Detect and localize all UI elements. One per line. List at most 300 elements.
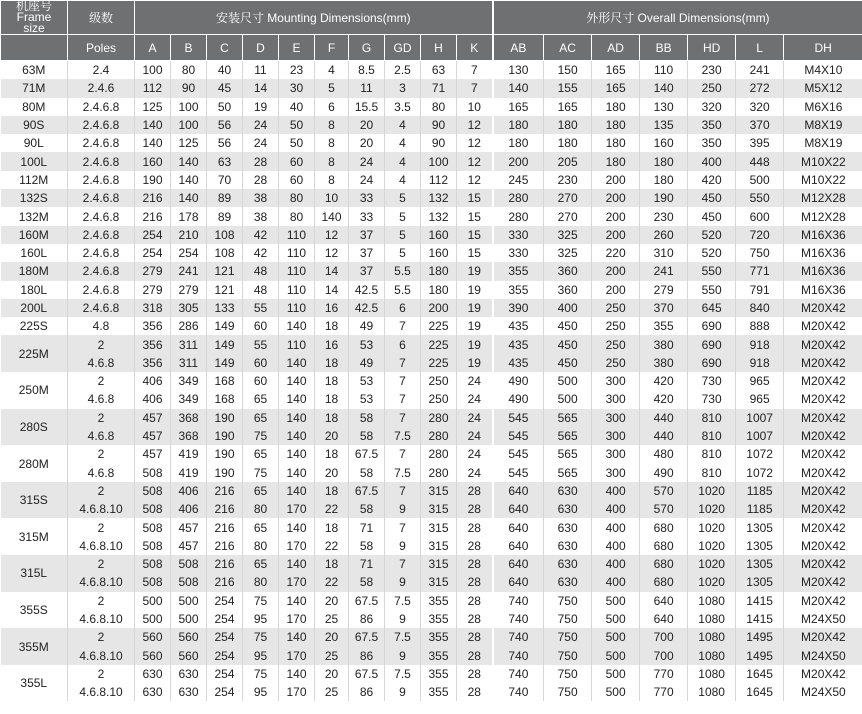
dimension-cell: 108: [207, 226, 243, 244]
dimension-cell: 216: [207, 518, 243, 536]
dimension-cell: 250: [421, 390, 457, 408]
dimension-cell: 58: [349, 537, 385, 555]
dimension-cell: 18: [315, 518, 349, 536]
dimension-cell: 918: [736, 354, 784, 372]
dimension-cell: 7: [385, 482, 421, 500]
dimension-cell: M8X19: [784, 134, 862, 152]
dimension-cell: 149: [207, 335, 243, 353]
dimension-cell: 315: [421, 573, 457, 591]
frame-size-cell: 80M: [1, 98, 68, 116]
dimension-cell: 279: [135, 262, 171, 280]
dimension-cell: 771: [736, 262, 784, 280]
dimension-cell: 190: [207, 409, 243, 427]
frame-size-cell: 280S: [1, 409, 68, 446]
dimension-cell: 165: [592, 61, 640, 80]
dimension-cell: M20X42: [784, 628, 862, 646]
dimension-cell: 25: [315, 683, 349, 701]
dimension-cell: 4: [385, 152, 421, 170]
dimension-cell: 180: [592, 134, 640, 152]
dimension-cell: 406: [135, 372, 171, 390]
dimension-cell: 140: [279, 409, 315, 427]
dimension-cell: 216: [207, 573, 243, 591]
table-row: [1, 281, 862, 299]
dimension-cell: 60: [243, 372, 279, 390]
dimension-cell: 508: [135, 482, 171, 500]
dimension-cell: 356: [135, 335, 171, 353]
dimension-cell: 63: [207, 152, 243, 170]
dimension-cell: 28: [457, 573, 493, 591]
dimension-cell: 254: [207, 647, 243, 665]
dimension-cell: 7: [385, 445, 421, 463]
dimension-cell: 279: [171, 281, 207, 299]
dimension-cell: 500: [592, 592, 640, 610]
dimension-cell: 8: [315, 134, 349, 152]
dimension-cell: 355: [421, 610, 457, 628]
dimension-cell: 2.5: [385, 61, 421, 80]
dimension-cell: 95: [243, 647, 279, 665]
dimension-cell: 67.5: [349, 445, 385, 463]
table-row: [1, 573, 862, 591]
dimension-cell: 37: [349, 262, 385, 280]
dimension-cell: 520: [688, 244, 736, 262]
table-row: [1, 555, 862, 573]
dimension-cell: 10: [315, 189, 349, 207]
column-header-l: L: [736, 35, 784, 61]
poles-cell: 2.4.6.8: [68, 189, 135, 207]
dimension-cell: 160: [135, 152, 171, 170]
dimension-cell: 490: [493, 390, 544, 408]
dimension-cell: 7.5: [385, 665, 421, 683]
dimension-cell: 24: [243, 116, 279, 134]
dimension-cell: 270: [544, 189, 592, 207]
dimension-cell: 280: [421, 427, 457, 445]
dimension-cell: 7.5: [385, 464, 421, 482]
dimension-cell: 140: [171, 171, 207, 189]
poles-cell: 2: [68, 445, 135, 463]
dimension-cell: 180: [592, 98, 640, 116]
dimension-cell: 140: [279, 390, 315, 408]
dimension-cell: 19: [457, 299, 493, 317]
dimension-cell: 140: [135, 134, 171, 152]
dimension-cell: 965: [736, 390, 784, 408]
dimension-cell: 840: [736, 299, 784, 317]
dimension-cell: 135: [640, 116, 688, 134]
poles-cell: 2.4.6.8: [68, 152, 135, 170]
poles-cell: 2: [68, 628, 135, 646]
dimension-cell: 7: [385, 409, 421, 427]
dimension-cell: 395: [736, 134, 784, 152]
dimension-cell: 18: [315, 555, 349, 573]
table-row: [1, 299, 862, 317]
dimension-cell: 680: [640, 537, 688, 555]
poles-cell: 4.6.8.10: [68, 500, 135, 518]
dimension-cell: 420: [640, 372, 688, 390]
dimension-cell: 500: [592, 610, 640, 628]
dimension-cell: 690: [688, 354, 736, 372]
dimension-cell: 750: [544, 683, 592, 701]
dimension-cell: 80: [243, 537, 279, 555]
dimension-cell: 200: [592, 281, 640, 299]
dimension-cell: 9: [385, 683, 421, 701]
dimension-cell: 216: [207, 482, 243, 500]
table-row: [1, 683, 862, 701]
dimension-cell: 280: [493, 189, 544, 207]
dimension-cell: 28: [457, 518, 493, 536]
table-row: [1, 207, 862, 225]
dimension-cell: 100: [171, 98, 207, 116]
poles-cell: 4.8: [68, 317, 135, 335]
dimension-cell: M10X22: [784, 171, 862, 189]
dimension-cell: 690: [688, 317, 736, 335]
dimension-cell: 65: [243, 482, 279, 500]
dimension-cell: M20X42: [784, 299, 862, 317]
dimension-cell: 630: [135, 683, 171, 701]
dimension-cell: 545: [493, 464, 544, 482]
dimension-cell: 28: [457, 628, 493, 646]
poles-cell: 2: [68, 518, 135, 536]
dimension-cell: 420: [688, 171, 736, 189]
dimension-cell: 810: [688, 427, 736, 445]
dimension-cell: 75: [243, 665, 279, 683]
frame-size-cell: 355L: [1, 665, 68, 702]
dimension-cell: 545: [493, 445, 544, 463]
poles-header-cn: 级数: [68, 1, 135, 35]
dimension-cell: M24X50: [784, 683, 862, 701]
dimension-cell: 250: [421, 372, 457, 390]
dimension-cell: 300: [592, 445, 640, 463]
dimension-cell: 48: [243, 281, 279, 299]
frame-size-cell: 225M: [1, 335, 68, 372]
dimension-cell: 1020: [688, 500, 736, 518]
dimension-cell: M20X42: [784, 390, 862, 408]
dimension-cell: 58: [349, 464, 385, 482]
dimension-cell: 140: [640, 79, 688, 97]
dimension-cell: 56: [207, 134, 243, 152]
dimension-cell: 15: [457, 226, 493, 244]
dimension-cell: 406: [135, 390, 171, 408]
dimension-cell: 680: [640, 555, 688, 573]
dimension-cell: 53: [349, 372, 385, 390]
dimension-cell: 355: [421, 592, 457, 610]
dimension-cell: 400: [592, 555, 640, 573]
column-header-a: A: [135, 35, 171, 61]
dimension-cell: 1185: [736, 482, 784, 500]
frame-size-cell: 200L: [1, 299, 68, 317]
dimension-cell: M16X36: [784, 281, 862, 299]
dimension-cell: 245: [493, 171, 544, 189]
column-header-k: K: [457, 35, 493, 61]
dimension-cell: 810: [688, 464, 736, 482]
dimension-cell: 500: [592, 628, 640, 646]
poles-cell: 2.4.6.8: [68, 299, 135, 317]
dimension-cell: 1072: [736, 445, 784, 463]
dimension-cell: 130: [640, 98, 688, 116]
dimension-cell: 24: [457, 409, 493, 427]
dimension-cell: 9: [385, 500, 421, 518]
table-row: [1, 354, 862, 372]
column-header-ad: AD: [592, 35, 640, 61]
dimension-cell: 241: [640, 262, 688, 280]
dimension-cell: 7: [385, 518, 421, 536]
poles-cell: 2.4.6.8: [68, 244, 135, 262]
dimension-cell: 230: [688, 61, 736, 80]
dimension-cell: 190: [207, 427, 243, 445]
dimension-cell: 216: [135, 207, 171, 225]
dimension-cell: M16X36: [784, 262, 862, 280]
dimension-cell: M8X19: [784, 116, 862, 134]
dimension-cell: 370: [736, 116, 784, 134]
dimension-cell: 180: [421, 281, 457, 299]
table-row: [1, 171, 862, 189]
dimension-cell: 20: [315, 665, 349, 683]
dimension-cell: 750: [736, 244, 784, 262]
dimension-cell: 80: [279, 189, 315, 207]
dimension-cell: 730: [688, 390, 736, 408]
dimension-cell: 89: [207, 189, 243, 207]
dimension-cell: 406: [171, 500, 207, 518]
dimension-cell: 630: [171, 683, 207, 701]
dimension-cell: 550: [736, 189, 784, 207]
dimension-cell: 200: [592, 189, 640, 207]
dimension-cell: 1020: [688, 482, 736, 500]
dimension-cell: 110: [640, 61, 688, 80]
dimension-cell: 380: [640, 354, 688, 372]
dimension-cell: 1645: [736, 665, 784, 683]
dimension-cell: 75: [243, 464, 279, 482]
dimension-cell: 630: [544, 573, 592, 591]
dimension-cell: 640: [493, 518, 544, 536]
frame-size-header-en: Frame size: [16, 10, 52, 35]
dimension-cell: 565: [544, 409, 592, 427]
frame-size-cell: 315L: [1, 555, 68, 592]
dimension-cell: 508: [171, 555, 207, 573]
dimension-cell: 1020: [688, 555, 736, 573]
poles-cell: 4.6.8: [68, 390, 135, 408]
dimension-cell: 349: [171, 390, 207, 408]
dimension-cell: 1080: [688, 610, 736, 628]
dimension-cell: 30: [279, 79, 315, 97]
dimension-cell: 630: [544, 518, 592, 536]
dimension-cell: 5: [315, 79, 349, 97]
frame-size-cell: 315S: [1, 482, 68, 519]
dimension-cell: 180: [544, 116, 592, 134]
dimension-cell: 350: [688, 116, 736, 134]
dimension-cell: 170: [279, 683, 315, 701]
dimension-cell: 750: [544, 628, 592, 646]
dimension-cell: 435: [493, 335, 544, 353]
dimension-cell: 810: [688, 445, 736, 463]
dimension-cell: 1072: [736, 464, 784, 482]
poles-cell: 4.6.8.10: [68, 683, 135, 701]
dimension-cell: 225: [421, 354, 457, 372]
column-header-hd: HD: [688, 35, 736, 61]
frame-size-cell: 100L: [1, 152, 68, 170]
dimension-cell: 48: [243, 262, 279, 280]
dimension-cell: 19: [457, 317, 493, 335]
dimension-cell: 254: [207, 592, 243, 610]
dimension-cell: 355: [421, 628, 457, 646]
column-header-b: B: [171, 35, 207, 61]
dimension-cell: 140: [279, 592, 315, 610]
dimension-cell: M16X36: [784, 226, 862, 244]
dimension-cell: 560: [171, 628, 207, 646]
dimension-cell: 770: [640, 665, 688, 683]
dimension-cell: 63: [421, 61, 457, 80]
dimension-cell: 58: [349, 500, 385, 518]
poles-cell: 2.4.6.8: [68, 207, 135, 225]
dimension-cell: 320: [736, 98, 784, 116]
dimension-cell: 500: [736, 171, 784, 189]
dimension-cell: 19: [457, 354, 493, 372]
poles-cell: 4.6.8: [68, 464, 135, 482]
dimension-cell: 12: [457, 171, 493, 189]
dimension-cell: 168: [207, 390, 243, 408]
dimension-cell: 7: [385, 390, 421, 408]
dimension-cell: 360: [544, 262, 592, 280]
table-row: [1, 518, 862, 536]
dimension-cell: 690: [688, 335, 736, 353]
dimension-cell: 112: [135, 79, 171, 97]
dimension-cell: 53: [349, 390, 385, 408]
poles-cell: 4.6.8.10: [68, 610, 135, 628]
dimension-cell: 18: [315, 354, 349, 372]
poles-cell: 2: [68, 482, 135, 500]
dimension-cell: 11: [349, 79, 385, 97]
dimension-cell: 380: [640, 335, 688, 353]
frame-size-cell: 180M: [1, 262, 68, 280]
dimension-cell: 457: [171, 518, 207, 536]
dimension-cell: 20: [315, 427, 349, 445]
dimension-cell: 170: [279, 610, 315, 628]
table-row: [1, 592, 862, 610]
dimension-cell: 318: [135, 299, 171, 317]
dimension-cell: 75: [243, 427, 279, 445]
dimension-cell: 108: [207, 244, 243, 262]
dimension-cell: 80: [279, 207, 315, 225]
dimension-cell: 16: [315, 335, 349, 353]
table-row: [1, 665, 862, 683]
dimension-cell: 311: [171, 335, 207, 353]
frame-size-cell: 90S: [1, 116, 68, 134]
table-row: [1, 537, 862, 555]
column-header-ab: AB: [493, 35, 544, 61]
dimension-cell: 24: [457, 427, 493, 445]
dimension-cell: 400: [592, 573, 640, 591]
dimension-cell: 200: [592, 226, 640, 244]
dimension-cell: 22: [315, 537, 349, 555]
dimension-cell: 38: [243, 207, 279, 225]
dimension-cell: 5: [385, 207, 421, 225]
dimension-cell: 190: [640, 189, 688, 207]
dimension-cell: 630: [135, 665, 171, 683]
dimension-cell: 450: [544, 335, 592, 353]
dimension-cell: 140: [171, 189, 207, 207]
dimension-cell: M20X42: [784, 354, 862, 372]
dimension-cell: 7: [385, 317, 421, 335]
dimension-cell: 8.5: [349, 61, 385, 80]
dimension-cell: 28: [457, 482, 493, 500]
dimension-cell: 42.5: [349, 281, 385, 299]
dimension-cell: 140: [279, 555, 315, 573]
dimension-cell: 791: [736, 281, 784, 299]
table-body: [1, 61, 862, 702]
dimension-cell: 1645: [736, 683, 784, 701]
dimension-cell: 132: [421, 207, 457, 225]
dimension-cell: 33: [349, 207, 385, 225]
dimension-cell: 450: [544, 317, 592, 335]
dimension-cell: 75: [243, 628, 279, 646]
dimension-cell: 500: [135, 610, 171, 628]
dimension-cell: 254: [207, 683, 243, 701]
dimension-cell: 500: [171, 592, 207, 610]
dimension-cell: 67.5: [349, 628, 385, 646]
dimension-cell: 500: [592, 683, 640, 701]
dimension-cell: 140: [171, 152, 207, 170]
dimension-cell: 133: [207, 299, 243, 317]
frame-size-cell: 132S: [1, 189, 68, 207]
dimension-cell: 40: [207, 61, 243, 80]
dimension-cell: 315: [421, 518, 457, 536]
dimension-cell: 110: [279, 226, 315, 244]
dimension-cell: M20X42: [784, 445, 862, 463]
dimension-cell: 4: [385, 116, 421, 134]
dimension-cell: 315: [421, 482, 457, 500]
dimension-cell: 457: [135, 445, 171, 463]
dimension-cell: 140: [135, 116, 171, 134]
dimension-cell: 7: [457, 79, 493, 97]
dimension-cell: 65: [243, 518, 279, 536]
dimension-cell: 75: [243, 592, 279, 610]
dimension-cell: 1020: [688, 518, 736, 536]
dimension-cell: 241: [736, 61, 784, 80]
dimension-cell: 508: [135, 537, 171, 555]
dimension-cell: 140: [279, 354, 315, 372]
dimension-cell: 8: [315, 152, 349, 170]
dimension-cell: 311: [171, 354, 207, 372]
dimension-cell: 9: [385, 537, 421, 555]
dimension-cell: 20: [349, 134, 385, 152]
dimension-cell: 112: [421, 171, 457, 189]
dimension-cell: 320: [688, 98, 736, 116]
dimension-cell: 170: [279, 500, 315, 518]
dimension-cell: 9: [385, 610, 421, 628]
dimension-cell: 125: [135, 98, 171, 116]
dimension-cell: 280: [493, 207, 544, 225]
dimension-cell: 80: [171, 61, 207, 80]
dimension-cell: 356: [135, 317, 171, 335]
dimension-cell: 457: [135, 427, 171, 445]
dimension-cell: 740: [493, 683, 544, 701]
dimension-cell: M4X10: [784, 61, 862, 80]
dimension-cell: 680: [640, 573, 688, 591]
dimension-cell: 965: [736, 372, 784, 390]
frame-size-cell: 90L: [1, 134, 68, 152]
dimension-cell: M12X28: [784, 189, 862, 207]
dimension-cell: 24: [243, 134, 279, 152]
dimension-cell: 700: [640, 647, 688, 665]
dimension-cell: 360: [544, 281, 592, 299]
dimension-cell: 22: [315, 500, 349, 518]
dimension-cell: 508: [135, 573, 171, 591]
dimension-cell: 190: [207, 464, 243, 482]
dimension-cell: 12: [315, 226, 349, 244]
poles-cell: 2.4.6.8: [68, 116, 135, 134]
dimension-cell: 1007: [736, 409, 784, 427]
table-row: [1, 409, 862, 427]
dimension-cell: 254: [207, 610, 243, 628]
dimension-cell: 12: [457, 134, 493, 152]
dimension-cell: 4: [385, 134, 421, 152]
